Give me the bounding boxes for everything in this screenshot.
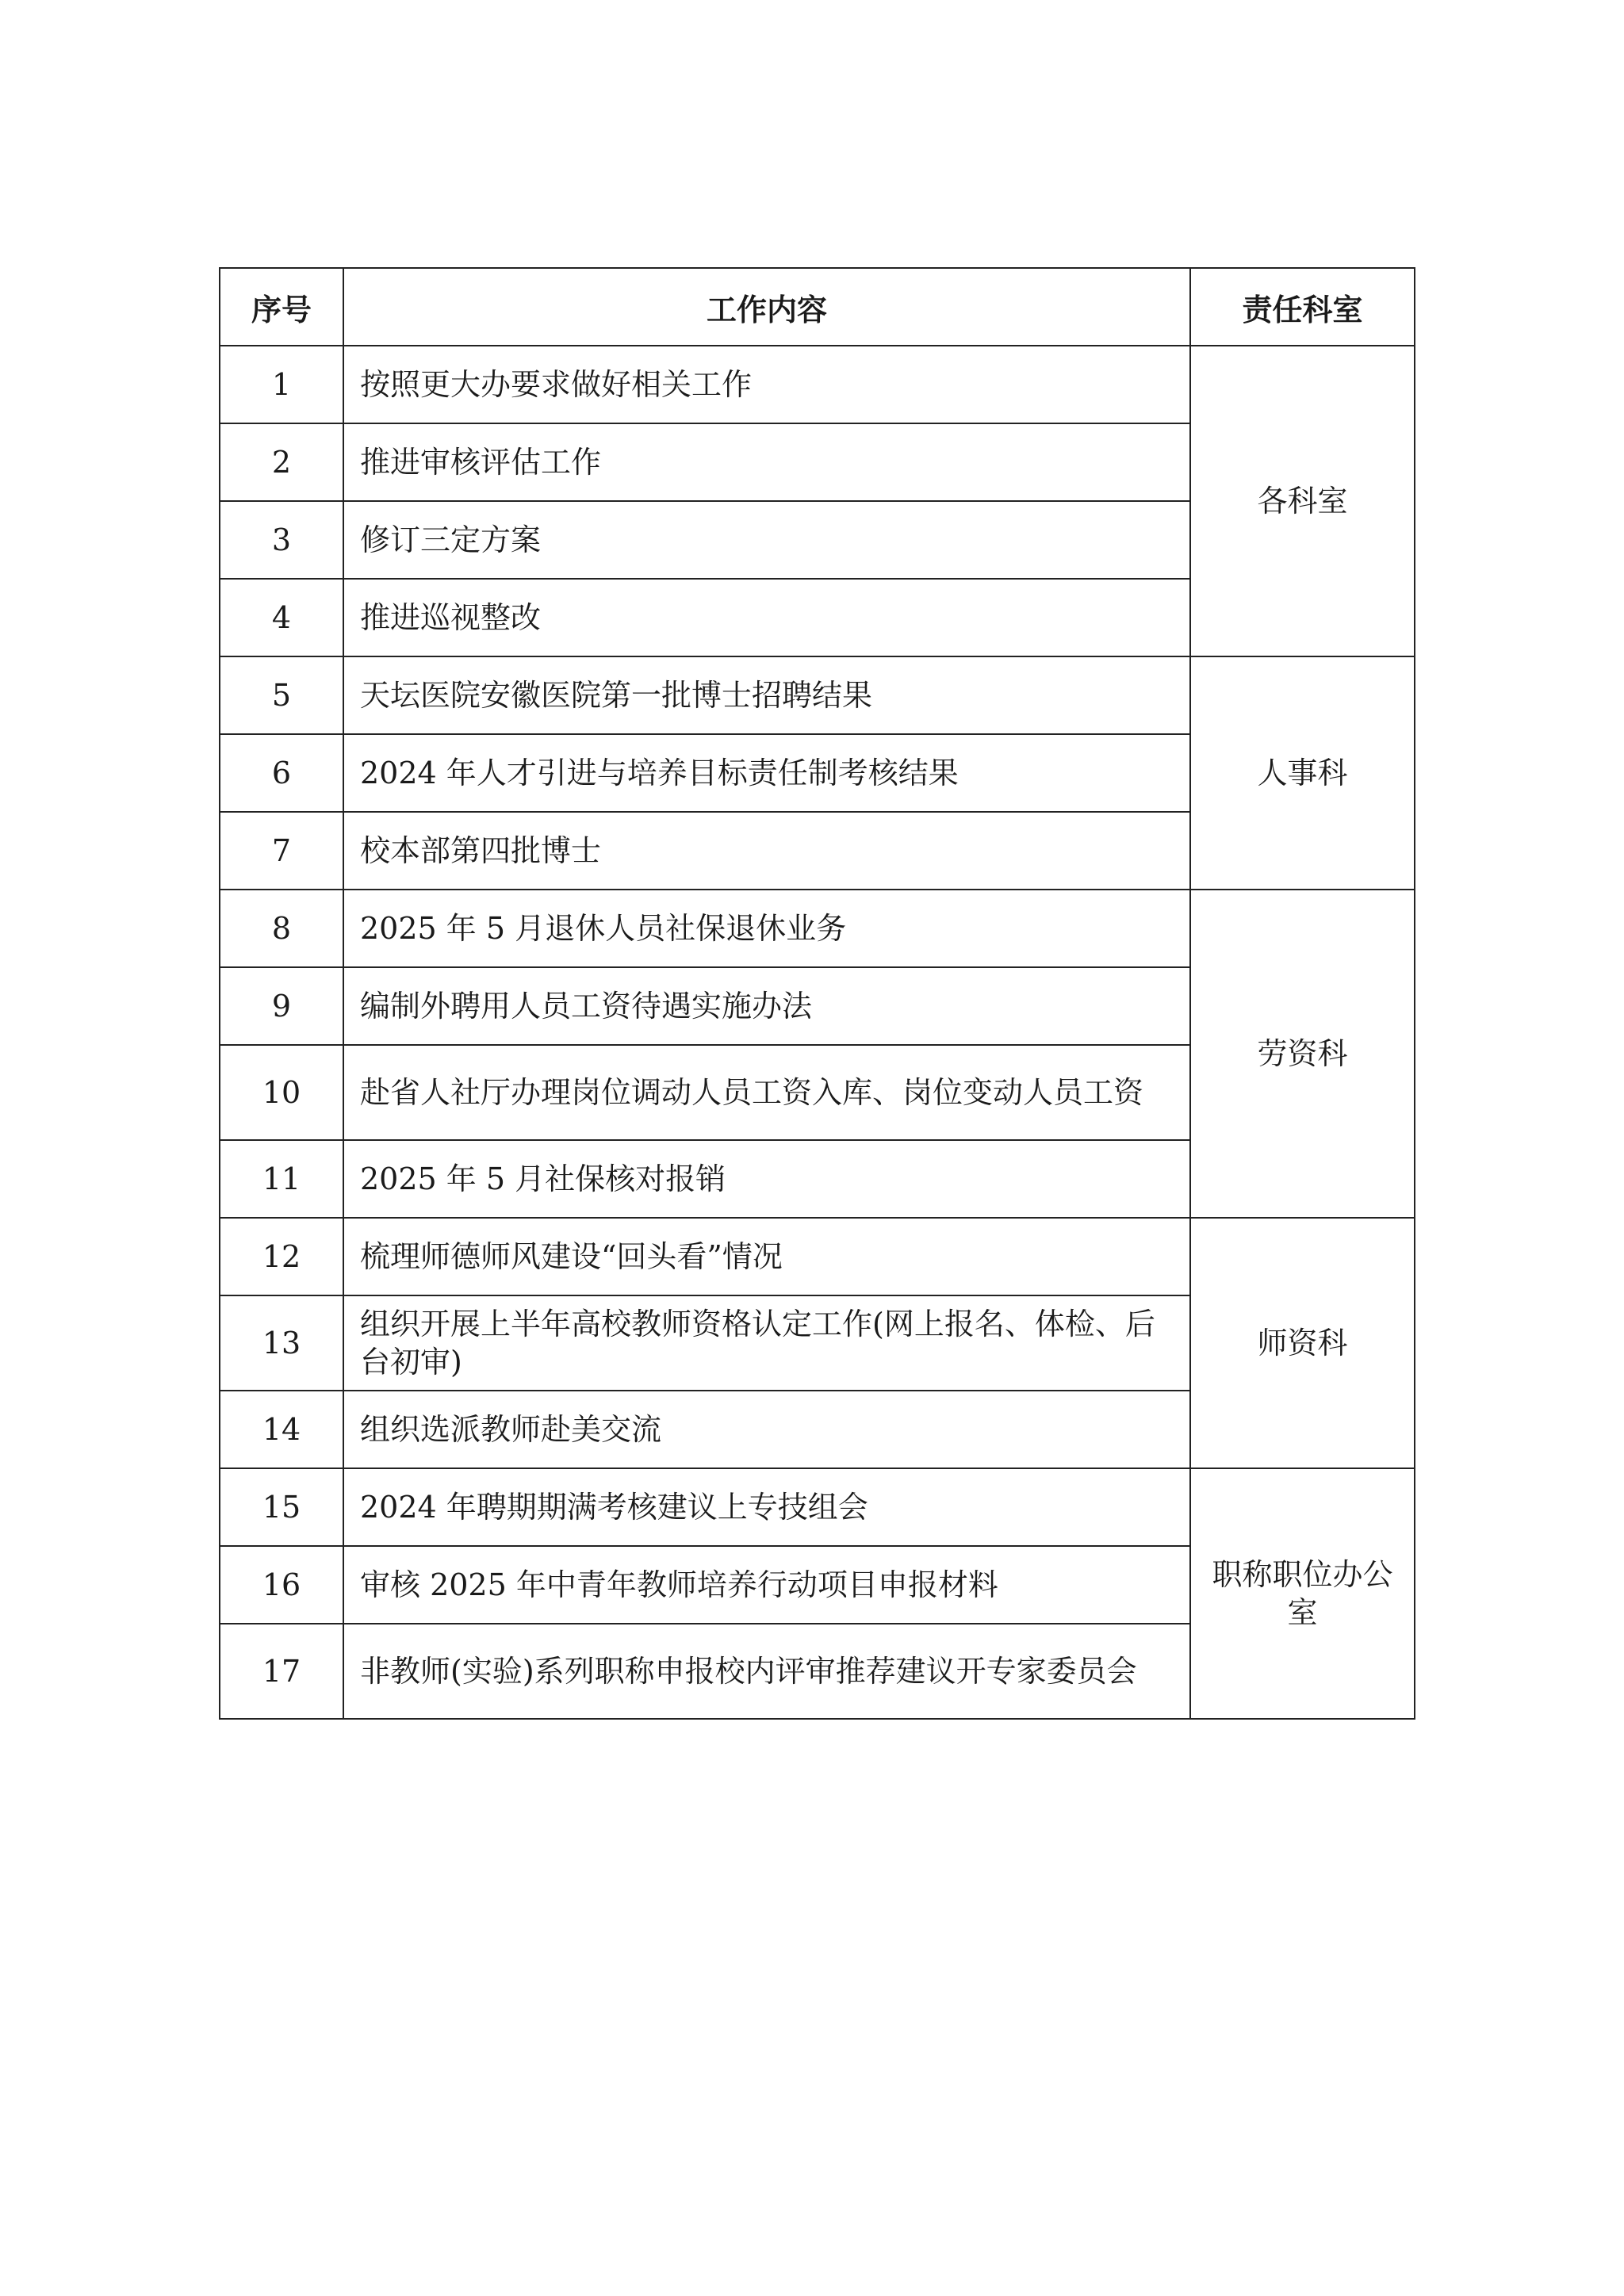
row-number: 11 (220, 1140, 343, 1218)
row-number: 17 (220, 1624, 343, 1719)
table-row (220, 346, 1415, 423)
row-content: 审核 2025 年中青年教师培养行动项目申报材料 (343, 1546, 1190, 1624)
row-number: 9 (220, 967, 343, 1045)
row-content: 校本部第四批博士 (343, 812, 1190, 890)
row-number: 8 (220, 890, 343, 967)
responsible-office-cell: 人事科 (1190, 656, 1415, 890)
table-row (220, 656, 1415, 734)
row-number: 4 (220, 579, 343, 656)
row-content: 2025 年 5 月退休人员社保退休业务 (343, 890, 1190, 967)
row-content: 按照更大办要求做好相关工作 (343, 346, 1190, 423)
responsible-office-cell: 劳资科 (1190, 890, 1415, 1218)
row-content: 非教师(实验)系列职称申报校内评审推荐建议开专家委员会 (343, 1624, 1190, 1719)
responsible-office-cell: 各科室 (1190, 346, 1415, 656)
row-number: 7 (220, 812, 343, 890)
row-number: 12 (220, 1218, 343, 1295)
work-task-table (219, 267, 1415, 1720)
row-content: 组织开展上半年高校教师资格认定工作(网上报名、体检、后台初审) (343, 1295, 1190, 1391)
responsible-office-cell: 职称职位办公室 (1190, 1468, 1415, 1719)
row-number: 16 (220, 1546, 343, 1624)
row-number: 13 (220, 1295, 343, 1391)
row-number: 2 (220, 423, 343, 501)
row-content: 修订三定方案 (343, 501, 1190, 579)
header-responsible-office: 责任科室 (1190, 268, 1415, 346)
row-number: 10 (220, 1045, 343, 1140)
row-number: 15 (220, 1468, 343, 1546)
row-content: 梳理师德师风建设“回头看”情况 (343, 1218, 1190, 1295)
row-number: 3 (220, 501, 343, 579)
header-serial-number: 序号 (220, 268, 343, 346)
row-content: 2024 年聘期期满考核建议上专技组会 (343, 1468, 1190, 1546)
row-content: 推进审核评估工作 (343, 423, 1190, 501)
row-number: 14 (220, 1391, 343, 1468)
table-row (220, 890, 1415, 967)
row-number: 1 (220, 346, 343, 423)
row-content: 2025 年 5 月社保核对报销 (343, 1140, 1190, 1218)
row-content: 赴省人社厅办理岗位调动人员工资入库、岗位变动人员工资 (343, 1045, 1190, 1140)
row-content: 推进巡视整改 (343, 579, 1190, 656)
header-work-content: 工作内容 (343, 268, 1190, 346)
row-content: 天坛医院安徽医院第一批博士招聘结果 (343, 656, 1190, 734)
responsible-office-cell: 师资科 (1190, 1218, 1415, 1468)
table-row (220, 1468, 1415, 1546)
row-number: 6 (220, 734, 343, 812)
table-row (220, 1218, 1415, 1295)
row-content: 编制外聘用人员工资待遇实施办法 (343, 967, 1190, 1045)
row-content: 2024 年人才引进与培养目标责任制考核结果 (343, 734, 1190, 812)
row-number: 5 (220, 656, 343, 734)
table-header-row (220, 268, 1415, 346)
row-content: 组织选派教师赴美交流 (343, 1391, 1190, 1468)
